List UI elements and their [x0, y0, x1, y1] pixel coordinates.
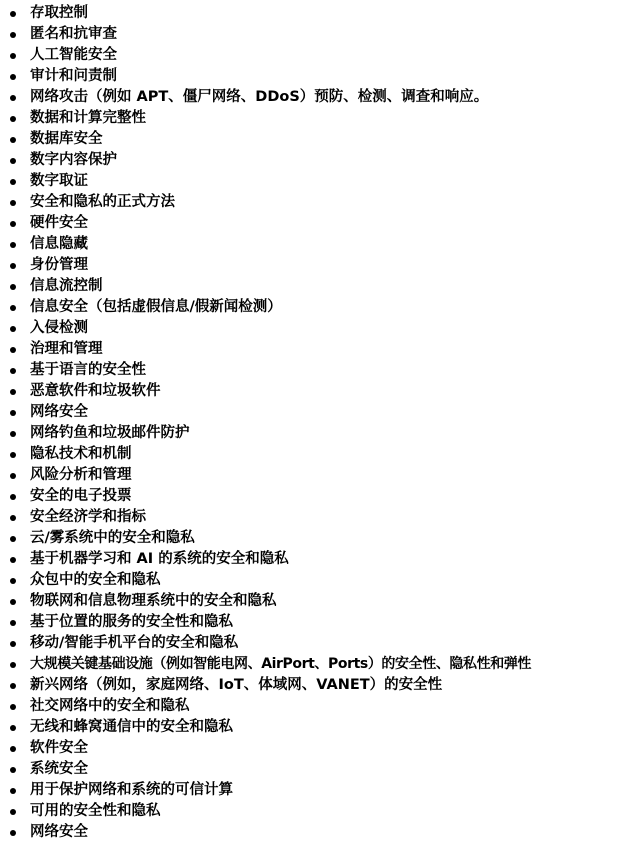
bullet-icon [10, 725, 16, 731]
list-item-text: 基于位置的服务的安全性和隐私 [30, 614, 233, 630]
list-item-text: 网络安全 [30, 404, 88, 420]
list-item-text: 安全经济学和指标 [30, 509, 146, 525]
list-item-text: 移动/智能手机平台的安全和隐私 [30, 635, 239, 651]
list-item [0, 507, 622, 528]
list-item [0, 45, 622, 66]
list-item [0, 255, 622, 276]
bullet-icon [10, 53, 16, 59]
bullet-icon [10, 179, 16, 185]
bullet-icon [10, 221, 16, 227]
list-item [0, 87, 622, 108]
list-item [0, 780, 622, 801]
list-item-text: 数据和计算完整性 [30, 110, 146, 126]
list-item [0, 759, 622, 780]
list-item [0, 3, 622, 24]
list-item [0, 654, 622, 675]
list-item-text: 数字内容保护 [30, 152, 117, 168]
list-item-text: 入侵检测 [30, 320, 88, 336]
bullet-icon [10, 74, 16, 80]
bullet-icon [10, 263, 16, 269]
list-item-text: 信息安全（包括虚假信息/假新闻检测） [30, 299, 282, 315]
bullet-icon [10, 746, 16, 752]
list-item [0, 171, 622, 192]
bullet-icon [10, 95, 16, 101]
list-item-text: 信息隐藏 [30, 236, 88, 252]
list-item [0, 402, 622, 423]
list-item [0, 738, 622, 759]
list-item-text: 风险分析和管理 [30, 467, 132, 483]
list-item-text: 基于机器学习和 AI 的系统的安全和隐私 [30, 551, 289, 567]
list-item [0, 213, 622, 234]
list-item-text: 匿名和抗审查 [30, 26, 117, 42]
list-item-text: 人工智能安全 [30, 47, 117, 63]
bullet-icon [10, 200, 16, 206]
list-item-text: 物联网和信息物理系统中的安全和隐私 [30, 593, 277, 609]
list-item-text: 硬件安全 [30, 215, 88, 231]
list-item [0, 486, 622, 507]
bullet-icon [10, 326, 16, 332]
list-item-text: 云/雾系统中的安全和隐私 [30, 530, 195, 546]
list-item-text: 系统安全 [30, 761, 88, 777]
list-item-text: 审计和问责制 [30, 68, 117, 84]
list-item [0, 591, 622, 612]
bullet-icon [10, 410, 16, 416]
list-item [0, 675, 622, 696]
list-item [0, 129, 622, 150]
list-item-text: 存取控制 [30, 5, 88, 21]
list-item-text: 隐私技术和机制 [30, 446, 132, 462]
bullet-icon [10, 242, 16, 248]
list-item-text: 身份管理 [30, 257, 88, 273]
list-item-text: 安全的电子投票 [30, 488, 132, 504]
list-item-text: 可用的安全性和隐私 [30, 803, 161, 819]
list-item-text: 数字取证 [30, 173, 88, 189]
bullet-icon [10, 515, 16, 521]
list-item [0, 423, 622, 444]
list-item-text: 网络攻击（例如 APT、僵尸网络、DDoS）预防、检测、调查和响应。 [30, 89, 489, 105]
list-item [0, 465, 622, 486]
list-item-text: 基于语言的安全性 [30, 362, 146, 378]
bullet-icon [10, 473, 16, 479]
bullet-icon [10, 620, 16, 626]
bullet-icon [10, 32, 16, 38]
bullet-icon [10, 305, 16, 311]
bullet-icon [10, 137, 16, 143]
list-item [0, 24, 622, 45]
list-item-text: 社交网络中的安全和隐私 [30, 698, 190, 714]
list-item-text: 数据库安全 [30, 131, 103, 147]
list-item [0, 528, 622, 549]
bullet-icon [10, 578, 16, 584]
bullet-icon [10, 809, 16, 815]
list-item [0, 318, 622, 339]
list-item [0, 276, 622, 297]
list-item-text: 无线和蜂窝通信中的安全和隐私 [30, 719, 233, 735]
bullet-icon [10, 704, 16, 710]
list-item [0, 822, 622, 843]
list-item [0, 192, 622, 213]
bullet-icon [10, 368, 16, 374]
list-item [0, 150, 622, 171]
list-item [0, 360, 622, 381]
list-item-text: 新兴网络（例如，家庭网络、IoT、体域网、VANET）的安全性 [30, 677, 443, 693]
bullet-icon [10, 536, 16, 542]
list-item-text: 恶意软件和垃圾软件 [30, 383, 161, 399]
bullet-icon [10, 662, 16, 668]
list-item [0, 444, 622, 465]
list-item-text: 软件安全 [30, 740, 88, 756]
list-item [0, 381, 622, 402]
list-item [0, 297, 622, 318]
list-item [0, 108, 622, 129]
bullet-icon [10, 557, 16, 563]
list-item [0, 570, 622, 591]
list-item [0, 696, 622, 717]
bullet-icon [10, 389, 16, 395]
bullet-icon [10, 452, 16, 458]
bullet-icon [10, 683, 16, 689]
list-item [0, 612, 622, 633]
bullet-icon [10, 284, 16, 290]
bullet-icon [10, 830, 16, 836]
list-item-text: 信息流控制 [30, 278, 103, 294]
bullet-icon [10, 494, 16, 500]
list-item-text: 网络钓鱼和垃圾邮件防护 [30, 425, 190, 441]
bullet-icon [10, 767, 16, 773]
list-item [0, 633, 622, 654]
list-item [0, 801, 622, 822]
bullet-icon [10, 599, 16, 605]
list-item-text: 众包中的安全和隐私 [30, 572, 161, 588]
bullet-icon [10, 158, 16, 164]
bullet-icon [10, 431, 16, 437]
list-item-text: 治理和管理 [30, 341, 103, 357]
list-item [0, 549, 622, 570]
list-item-text: 安全和隐私的正式方法 [30, 194, 175, 210]
bullet-icon [10, 11, 16, 17]
list-item-text: 用于保护网络和系统的可信计算 [30, 782, 233, 798]
bullet-icon [10, 641, 16, 647]
list-item-text: 网络安全 [30, 824, 88, 840]
list-item [0, 717, 622, 738]
list-item [0, 66, 622, 87]
list-item-text: 大规模关键基础设施（例如智能电网、AirPort、Ports）的安全性、隐私性和弹性 [30, 656, 532, 672]
list-item [0, 234, 622, 255]
bullet-icon [10, 347, 16, 353]
bullet-icon [10, 116, 16, 122]
bullet-icon [10, 788, 16, 794]
list-item [0, 339, 622, 360]
